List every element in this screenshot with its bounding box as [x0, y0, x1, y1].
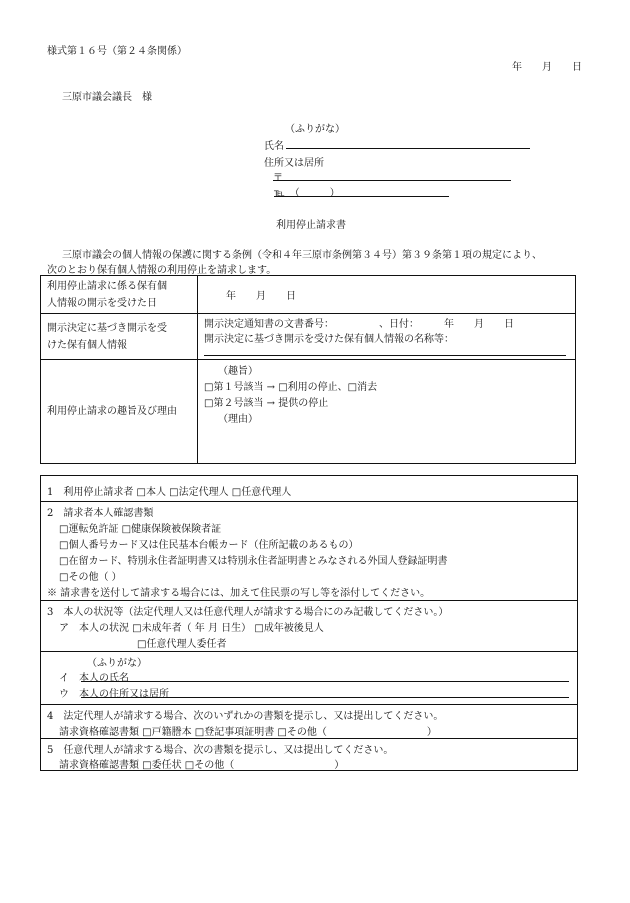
- principal-name-field[interactable]: [81, 681, 569, 682]
- date-field[interactable]: 年 月 日: [512, 62, 582, 73]
- applicant-furigana-label: （ふりがな）: [285, 124, 345, 135]
- section-divider: [41, 501, 577, 502]
- principal-status[interactable]: ア 本人の状況 □未成年者（ 年 月 日生） □成年被後見人: [59, 623, 324, 634]
- table-row: [41, 314, 576, 360]
- intro-line-1: 三原市議会の個人情報の保護に関する条例（令和４年三原市条例第３４号）第３９条第１項の規定により、: [62, 250, 542, 261]
- section5-heading: 5 任意代理人が請求する場合、次の書類を提示し、又は提出してください。: [47, 745, 394, 756]
- applicant-address-label: 住所又は居所: [264, 158, 324, 169]
- option-clause-2[interactable]: □第２号該当 → 提供の停止: [204, 398, 329, 409]
- applicant-name-label: 氏名: [264, 141, 284, 152]
- legal-agent-docs[interactable]: 請求資格確認書類 □戸籍謄本 □登記事項証明書 □その他（ ）: [59, 727, 437, 738]
- applicant-address-field[interactable]: [273, 180, 511, 181]
- id-doc-option[interactable]: □個人番号カード又は住民基本台帳カード（住所記載のあるもの）: [59, 540, 359, 551]
- section-divider: [41, 651, 577, 652]
- applicant-tel-field[interactable]: [274, 196, 449, 197]
- table-row: [41, 360, 576, 464]
- section2-heading: 2 請求者本人確認書類: [47, 508, 154, 519]
- form-title: 利用停止請求書: [276, 220, 346, 231]
- info-name-line: [204, 355, 566, 356]
- id-doc-option[interactable]: □在留カード、特別永住者証明書又は特別永住者証明書とみなされる外国人登録証明書: [59, 556, 448, 567]
- section-divider: [41, 704, 577, 705]
- row1-label: 利用停止請求に係る保有個 人情報の開示を受けた日: [41, 276, 198, 314]
- section3-heading: 3 本人の状況等（法定代理人又は任意代理人が請求する場合にのみ記載してください。）: [47, 607, 449, 618]
- principal-address-field[interactable]: [81, 697, 569, 698]
- row2-label: 開示決定に基づき開示を受 けた保有個人情報: [41, 314, 198, 360]
- id-doc-option[interactable]: □運転免許証 □健康保険被保険者証: [59, 524, 222, 535]
- principal-name-label: イ 本人の氏名: [59, 673, 129, 684]
- section4-heading: 4 法定代理人が請求する場合、次のいずれかの書類を提示し、又は提出してください。: [47, 711, 444, 722]
- principal-status-2[interactable]: □任意代理人委任者: [137, 639, 227, 650]
- table-row: [41, 276, 576, 314]
- principal-address-label: ウ 本人の住所又は居所: [59, 689, 169, 700]
- disclosed-info-field[interactable]: 開示決定通知書の文書番号： 、日付： 年 月 日 開示決定に基づき開示を受けた保有個人情報の名称等：: [198, 314, 576, 360]
- option-clause-1[interactable]: □第１号該当 → □利用の停止、□消去: [204, 382, 378, 393]
- row3-label: 利用停止請求の趣旨及び理由: [41, 360, 198, 464]
- addressee: 三原市議会議長 様: [62, 92, 152, 103]
- postal-mark: 〒: [273, 173, 283, 184]
- principal-furigana-label: （ふりがな）: [87, 658, 147, 669]
- tel-label: ℡ （ ）: [274, 188, 340, 199]
- intro-line-2: 次のとおり保有個人情報の利用停止を請求します。: [47, 265, 277, 276]
- section2-note: ※ 請求書を送付して請求する場合には、加えて住民票の写し等を添付してください。: [47, 588, 431, 599]
- voluntary-agent-docs[interactable]: 請求資格確認書類 □委任状 □その他（ ）: [59, 760, 345, 771]
- form-number: 様式第１６号（第２４条関係）: [47, 46, 187, 57]
- applicant-name-field[interactable]: [286, 148, 530, 149]
- supplementary-box: [40, 475, 578, 771]
- section-divider: [41, 600, 577, 601]
- disclosure-date-field[interactable]: 年 月 日: [198, 276, 576, 314]
- section-divider: [41, 738, 577, 739]
- request-table: [40, 275, 576, 464]
- section1-requester[interactable]: 1 利用停止請求者 □本人 □法定代理人 □任意代理人: [47, 487, 292, 498]
- id-doc-option[interactable]: □その他（ ）: [59, 572, 122, 583]
- purpose-reason-field[interactable]: （趣旨） □第１号該当 → □利用の停止、□消去 □第２号該当 → 提供の停止 （理由）: [198, 360, 576, 464]
